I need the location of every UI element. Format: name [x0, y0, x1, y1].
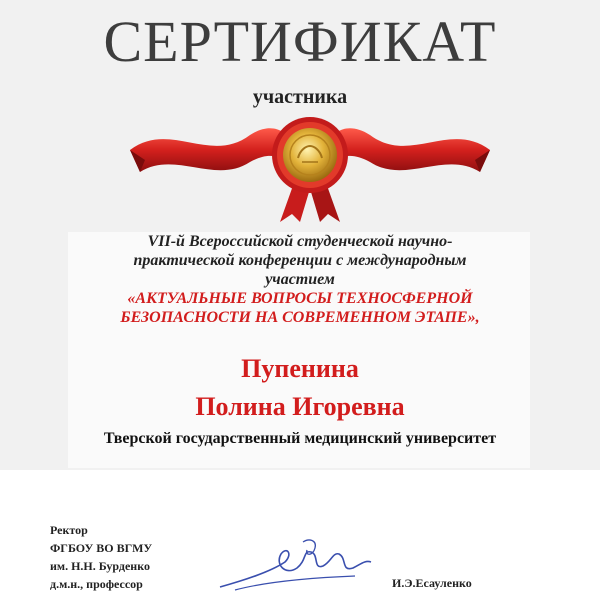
conference-topic-line: БЕЗОПАСНОСТИ НА СОВРЕМЕННОМ ЭТАПЕ»,	[120, 309, 480, 326]
conference-topic-line: «АКТУАЛЬНЫЕ ВОПРОСЫ ТЕХНОСФЕРНОЙ	[127, 290, 473, 307]
recipient-given-names: Полина Игоревна	[195, 392, 405, 421]
conference-line: VII-й Всероссийской студенческой научно-	[147, 233, 453, 250]
signatory-name: И.Э.Есауленко	[392, 576, 472, 590]
signatory-title-line: д.м.н., профессор	[50, 577, 143, 591]
signatory-title-line: ФГБОУ ВО ВГМУ	[50, 541, 153, 555]
signatory-title-line: Ректор	[50, 523, 88, 537]
university-name: Тверской государственный медицинский университет	[103, 430, 497, 447]
signatory-title-line: им. Н.Н. Бурденко	[50, 559, 150, 573]
recipient-surname: Пупенина	[241, 354, 359, 383]
certificate-title: СЕРТИФИКАТ	[103, 9, 497, 74]
conference-block	[60, 232, 540, 327]
handwritten-signature	[215, 532, 375, 596]
conference-line: практической конференции с международным	[133, 252, 467, 269]
medal-ribbon-icon	[130, 110, 490, 225]
conference-line: участием	[265, 271, 335, 288]
certificate-subtitle: участника	[252, 86, 348, 108]
